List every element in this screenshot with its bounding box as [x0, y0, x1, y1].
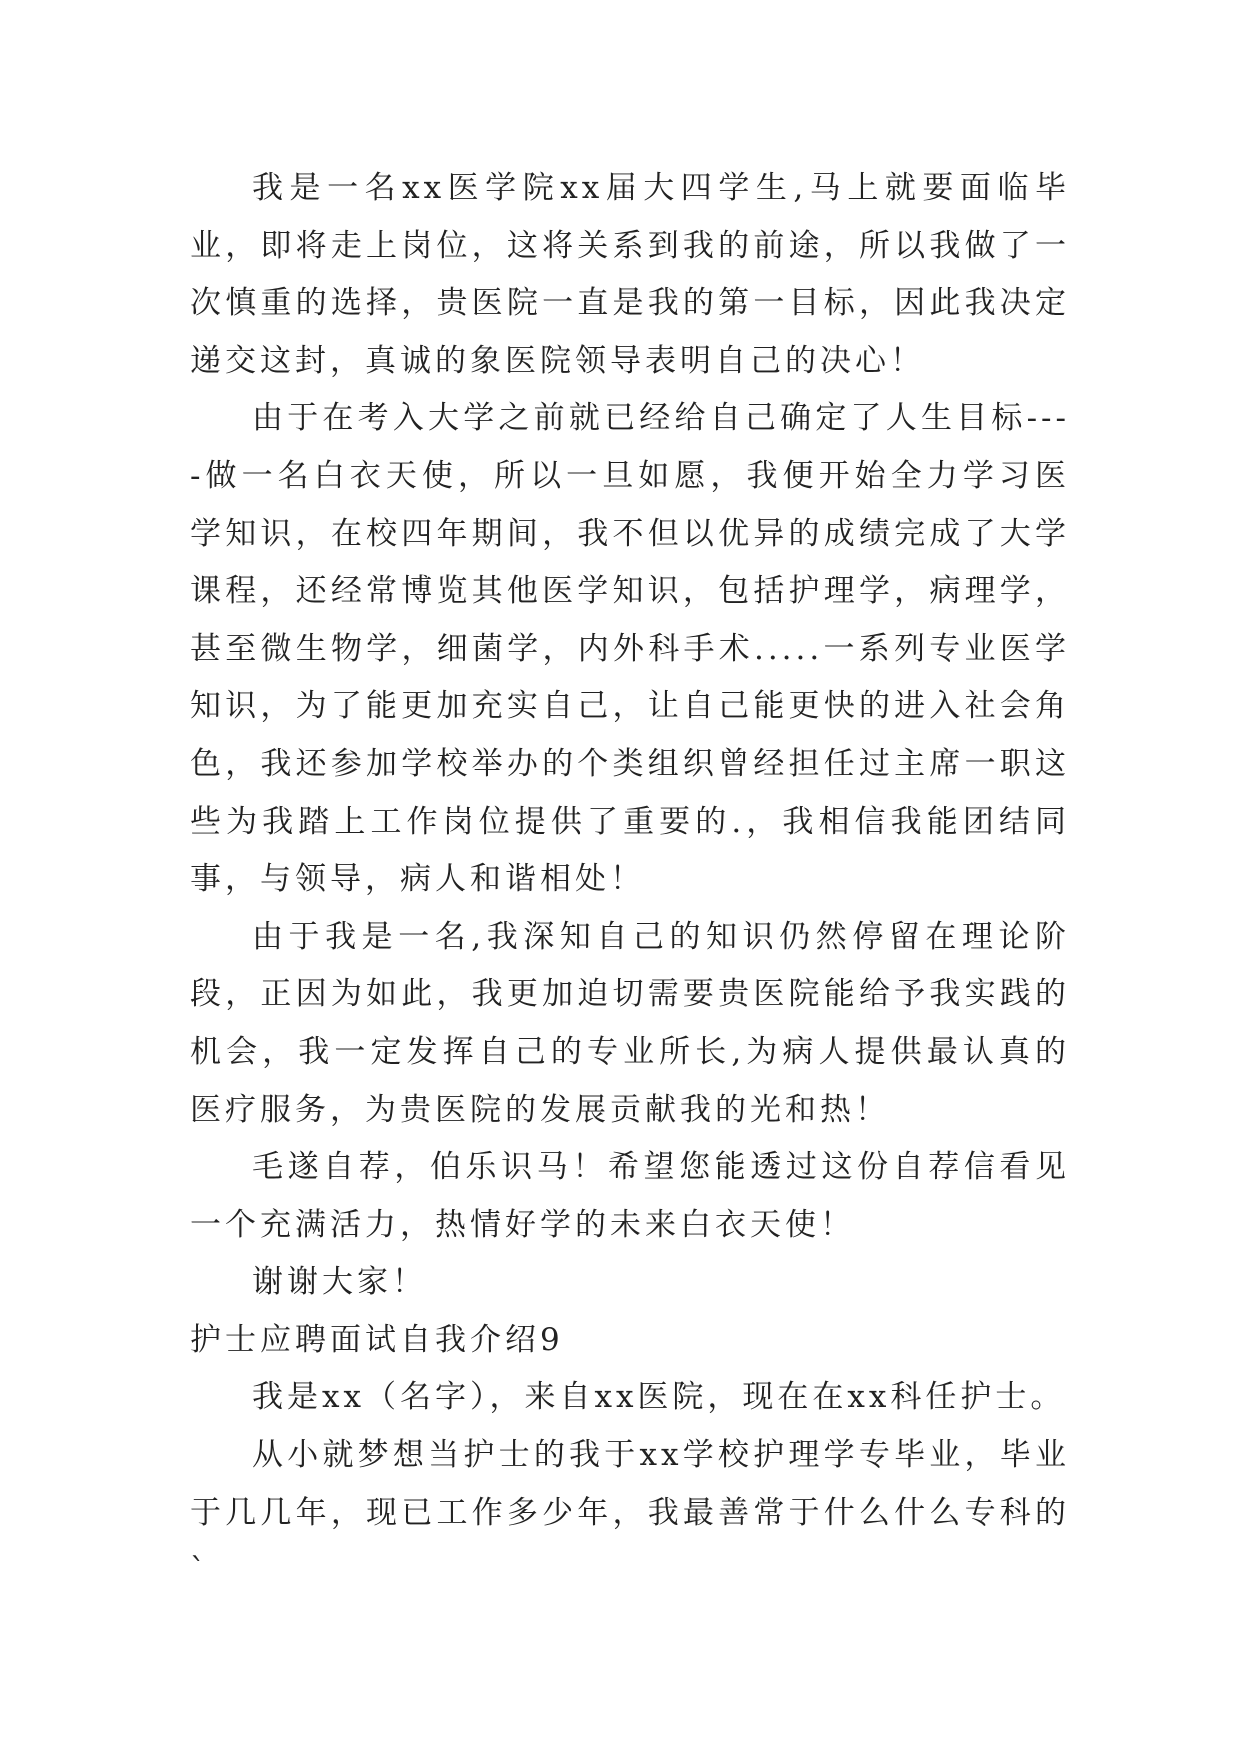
paragraph-thanks: 谢谢大家！	[252, 1264, 427, 1301]
paragraph-application-intro: 我是一名xx医学院xx届大四学生,马上就要面临毕业，即将走上岗位，这将关系到我的前途，所以我做了一次慎重的选择，贵医院一直是我的第一目标，因此我决定递交这封，真诚的象医院领导表明自己的决心！	[190, 170, 1070, 379]
paragraph-nurse-background: 从小就梦想当护士的我于xx学校护理学专毕业，毕业于几几年，现已工作多少年，我最善常于什么什么专科的`	[190, 1437, 1070, 1589]
paragraph-nurse-intro: 我是xx（名字），来自xx医院，现在在xx科任护士。	[252, 1379, 1066, 1416]
paragraph-study-background: 由于在考入大学之前就已经给自己确定了人生目标----做一名白衣天使，所以一旦如愿，我便开始全力学习医学知识，在校四年期间，我不但以优异的成绩完成了大学课程，还经常博览其他医学知识，包括护理学，病理学，甚至微生物学，细菌学，内外科手术.....一系列专业医学知识，为了能更加充实自己，让自己能更快的进入社会角色，我还参加学校举办的个类组织曾经担任过主席一职这些为我踏上工作岗位提供了重要的.，我相信我能团结同事，与领导，病人和谐相处！	[190, 400, 1070, 898]
paragraph-practice-wish: 由于我是一名,我深知自己的知识仍然停留在理论阶段，正因为如此，我更加迫切需要贵医院能给予我实践的机会，我一定发挥自己的专业所长,为病人提供最认真的医疗服务，为贵医院的发展贡献我的光和热！	[190, 918, 1070, 1128]
document-body	[190, 160, 1070, 1600]
section-heading: 护士应聘面试自我介绍9	[190, 1321, 564, 1358]
paragraph-self-recommend: 毛遂自荐，伯乐识马！希望您能透过这份自荐信看见一个充满活力，热情好学的未来白衣天使！	[190, 1149, 1070, 1243]
